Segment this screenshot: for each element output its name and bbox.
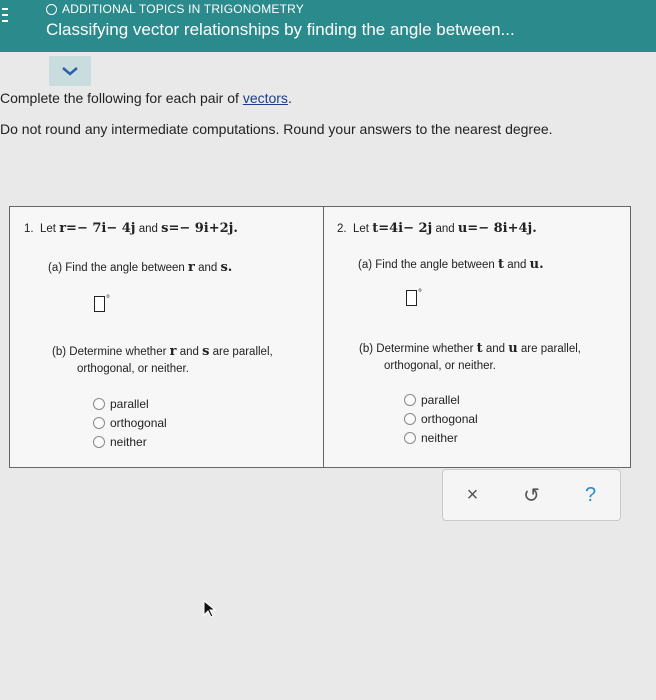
problem-1-v2: s <box>161 221 169 236</box>
radio-button[interactable] <box>93 436 105 448</box>
topic-text: ADDITIONAL TOPICS IN TRIGONOMETRY <box>62 2 304 16</box>
problem-2-and: and <box>435 223 455 235</box>
radio-button[interactable] <box>404 413 416 425</box>
problem-2-option-neither[interactable] <box>404 428 478 447</box>
problem-1-option-orthogonal[interactable] <box>93 413 167 432</box>
radio-button[interactable] <box>93 417 105 429</box>
problem-2-v1-expr: =4i− 2j <box>378 221 433 236</box>
panel-divider <box>323 207 324 467</box>
problem-1-part-a-v1: r <box>188 260 195 275</box>
menu-icon[interactable] <box>2 8 10 26</box>
instruction-line-1 <box>0 90 292 106</box>
problem-2-part-a-and: and <box>507 259 527 271</box>
problem-1-option-neither[interactable] <box>93 432 167 451</box>
problem-1-part-a <box>48 260 232 275</box>
topic-circle-icon <box>46 4 57 15</box>
problem-2-part-b-and: and <box>485 343 506 355</box>
problem-1-part-b-v2: s <box>202 344 210 359</box>
option-label: orthogonal <box>421 411 478 426</box>
radio-button[interactable] <box>93 398 105 410</box>
problem-1-part-a-v2: s. <box>220 260 233 275</box>
close-icon: × <box>466 483 479 506</box>
mouse-cursor-icon <box>203 600 217 618</box>
problem-2-part-b-text1: Determine whether <box>376 343 474 355</box>
problem-1-let: Let <box>39 223 56 235</box>
radio-button[interactable] <box>404 394 416 406</box>
problem-1-part-a-and: and <box>198 262 218 274</box>
problem-2-v2-expr: =− 8i+4j. <box>467 221 537 236</box>
problem-2-part-a-v2: u. <box>529 257 544 272</box>
problem-2-part-b-v1: t <box>476 341 483 356</box>
problem-1-v1: r <box>59 221 67 236</box>
answer-toolbar <box>442 469 621 521</box>
radio-button[interactable] <box>404 432 416 444</box>
problem-2-part-a-text: (a) Find the angle between <box>358 259 495 271</box>
problem-1-degree-symbol: ° <box>106 294 110 305</box>
instruction-prefix: Complete the following for each pair of <box>0 90 243 106</box>
vectors-link[interactable]: vectors <box>242 90 288 106</box>
topic-label[interactable] <box>46 2 304 16</box>
problem-1-and: and <box>138 223 158 235</box>
problem-2-v2: u <box>457 221 468 236</box>
problem-1-angle-input[interactable] <box>94 296 105 312</box>
undo-button[interactable] <box>517 480 547 510</box>
problem-2-let: Let <box>352 223 369 235</box>
problem-1-number: 1. <box>24 223 34 235</box>
problem-1-part-b-text3: orthogonal, or neither. <box>77 363 189 375</box>
option-label: parallel <box>110 396 149 411</box>
problem-2-v1: t <box>372 221 379 236</box>
option-label: orthogonal <box>110 415 167 430</box>
option-label: parallel <box>421 392 460 407</box>
problem-2-part-b-v2: u <box>508 341 518 356</box>
instruction-line-2: Do not round any intermediate computations. Round your answers to the nearest degree. <box>0 121 553 137</box>
problem-2-part-b-text2: are parallel, <box>520 343 581 355</box>
problems-panel <box>9 206 631 468</box>
undo-icon: ↺ <box>523 484 540 507</box>
problem-1-part-a-text: (a) Find the angle between <box>48 262 185 274</box>
problem-2-options <box>404 390 478 447</box>
problem-2-option-orthogonal[interactable] <box>404 409 478 428</box>
problem-2-part-b-text3: orthogonal, or neither. <box>384 360 496 372</box>
instruction-suffix: . <box>287 90 292 106</box>
help-button[interactable] <box>576 480 606 510</box>
problem-2-number: 2. <box>337 223 347 235</box>
page-title: Classifying vector relationships by finding the angle between... <box>46 20 515 39</box>
header-bar <box>0 0 656 52</box>
collapse-button[interactable] <box>49 56 91 86</box>
problem-1-v2-expr: =− 9i+2j. <box>168 221 238 236</box>
problem-2-degree-symbol: ° <box>418 288 422 299</box>
problem-2-part-a <box>358 257 544 272</box>
chevron-down-icon <box>61 65 79 77</box>
problem-2-statement <box>337 221 537 236</box>
problem-1-part-b <box>52 343 273 378</box>
problem-1-part-b-text2: are parallel, <box>212 346 273 358</box>
problem-2-option-parallel[interactable] <box>404 390 478 409</box>
problem-2-angle-input[interactable] <box>406 290 417 306</box>
option-label: neither <box>421 430 458 445</box>
problem-1-option-parallel[interactable] <box>93 394 167 413</box>
problem-1-part-b-and: and <box>179 346 199 358</box>
problem-2-part-b-label: (b) <box>359 343 374 355</box>
problem-1-part-b-text1: Determine whether <box>69 346 167 358</box>
clear-button[interactable] <box>458 480 488 510</box>
help-icon: ? <box>584 483 597 506</box>
option-label: neither <box>110 434 147 449</box>
problem-1-part-b-v1: r <box>169 344 177 359</box>
problem-1-part-b-label: (b) <box>52 346 67 358</box>
problem-2-part-a-v1: t <box>498 257 505 272</box>
problem-1-v1-expr: =− 7i− 4j <box>66 221 136 236</box>
problem-2-part-b <box>359 340 581 375</box>
problem-1-options <box>93 394 167 451</box>
problem-1-statement <box>24 221 238 236</box>
